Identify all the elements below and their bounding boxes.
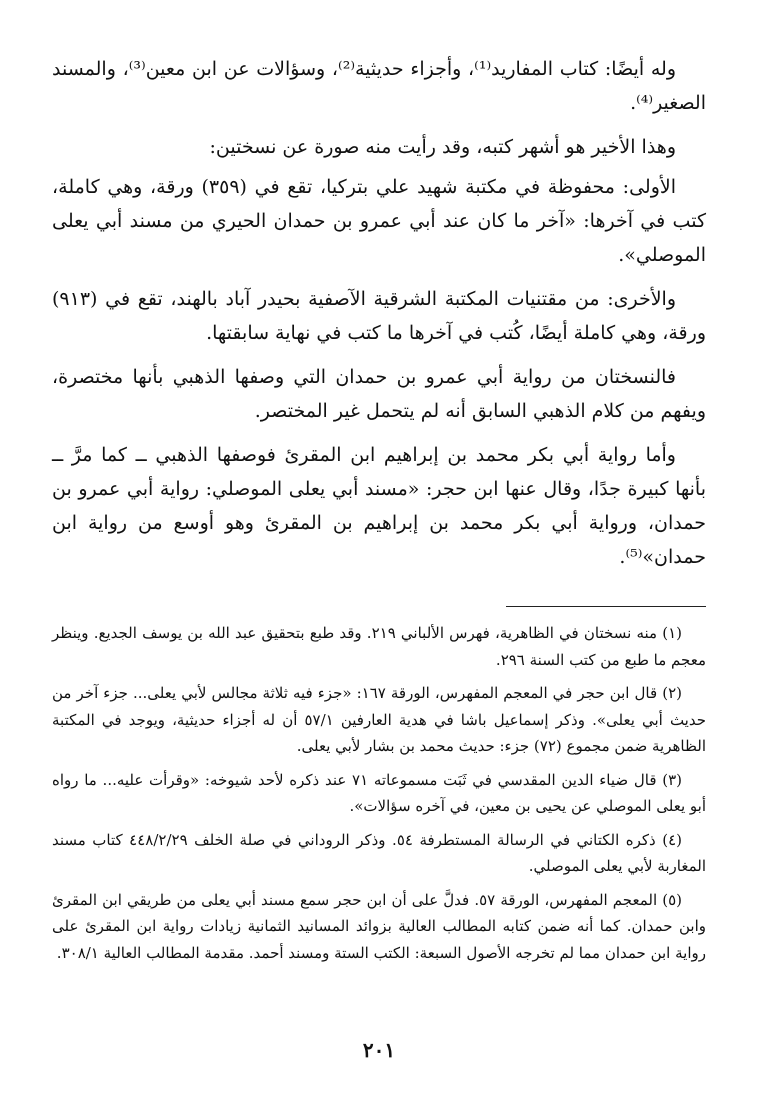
footnote-4: (٤) ذكره الكتاني في الرسالة المستطرفة ٥٤. وذكر الروداني في صلة الخلف ٤٤٨/٢/٢٩ كتاب مسند المغاربة لأبي يعلى الموصلي. (52, 830, 706, 875)
paragraph-ibn-almuqri-narration: وأما رواية أبي بكر محمد بن إبراهيم ابن المقرئ فوصفها الذهبي ــ كما مرَّ ــ بأنها كبيرة جدًا، وقال عنها ابن حجر: «مسند أبي يعلى الموصلي: رواية أبي عمرو بن حمدان، ورواية أبي بكر محمد بن إبراهيم بن المقرئ وهو أوسع من رواية ابن حمدان»⁽⁵⁾. (52, 444, 706, 568)
paragraph-first-copy: الأولى: محفوظة في مكتبة شهيد علي بتركيا، تقع في (٣٥٩) ورقة، وهي كاملة، كتب في آخرها: «آخر ما كان عند أبي عمرو بن حمدان الحيري من مسند أبي يعلى الموصلي». (52, 176, 706, 266)
footnote-3: (٣) قال ضياء الدين المقدسي في ثَبَت مسموعاته ٧١ عند ذكره لأحد شيوخه: «وقرأت عليه... ما رواه أبو يعلى الموصلي عن يحيى بن معين، في آخره سؤالات». (52, 770, 706, 815)
footnotes (52, 620, 706, 973)
paragraph-copies-narration: فالنسختان من رواية أبي عمرو بن حمدان التي وصفها الذهبي بأنها مختصرة، ويفهم من كلام الذهبي السابق أنه لم يتحمل غير المختصر. (52, 366, 706, 422)
main-text (52, 52, 706, 584)
page-number: ٢٠١ (362, 1038, 396, 1062)
footnote-separator (506, 606, 706, 607)
paragraph-second-copy: والأخرى: من مقتنيات المكتبة الشرقية الآصفية بحيدر آباد بالهند، تقع في (٩١٣) ورقة، وهي كاملة أيضًا، كُتب في آخرها ما كتب في نهاية سابقتها. (52, 288, 706, 344)
footnote-1: (١) منه نسختان في الظاهرية، فهرس الألباني ٢١٩. وقد طبع بتحقيق عبد الله بن يوسف الجديع. وينظر معجم ما طبع من كتب السنة ٢٩٦. (52, 624, 706, 669)
footnote-5: (٥) المعجم المفهرس، الورقة ٥٧. فدلَّ على أن ابن حجر سمع مسند أبي يعلى من طريقي ابن المقرئ وابن حمدان. كما أنه ضمن كتابه المطالب العالية بزوائد المسانيد الثمانية زيادات رواية ابن المقرئ على رواية ابن حمدان مما لم تخرجه الأصول السبعة: الكتب الستة ومسند أحمد. مقدمة المطالب العالية ٣٠٨/١. (52, 890, 706, 962)
footnote-2: (٢) قال ابن حجر في المعجم المفهرس، الورقة ١٦٧: «جزء فيه ثلاثة مجالس لأبي يعلى... جزء آخر من حديث أبي يعلى». وذكر إسماعيل باشا في هدية العارفين ٥٧/١ أن له أجزاء حديثية، ويوجد في المكتبة الظاهرية ضمن مجموع (٧٢) جزء: حديث محمد بن بشار لأبي يعلى. (52, 684, 707, 755)
paragraph-two-copies-intro: وهذا الأخير هو أشهر كتبه، وقد رأيت منه صورة عن نسختين: (209, 136, 676, 158)
paragraph-other-works: وله أيضًا: كتاب المفاريد⁽¹⁾، وأجزاء حديثية⁽²⁾، وسؤالات عن ابن معين⁽³⁾، والمسند الصغير⁽⁴⁾. (52, 58, 706, 114)
